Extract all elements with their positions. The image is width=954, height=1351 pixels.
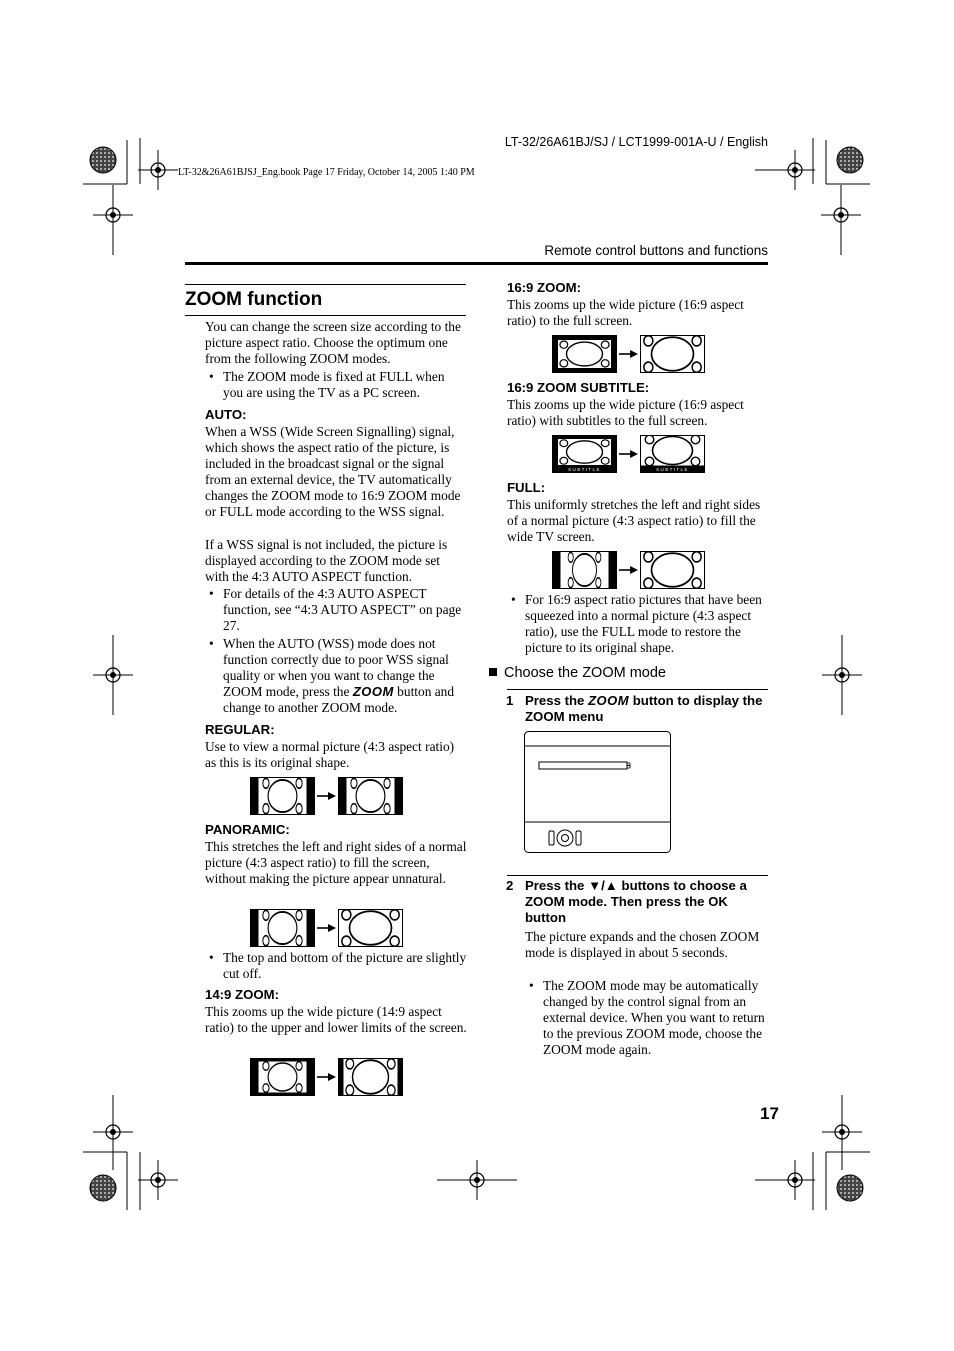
full-text: This uniformly stretches the left and right sides of a normal picture (4:3 aspect ratio) to fill the wide TV screen. (507, 497, 761, 545)
zoom149-heading: 14:9 ZOOM: (205, 987, 280, 1002)
model-number: LT-32/26A61BJ/SJ / LCT1999-001A-U / English (504, 135, 768, 149)
full-bullet: • For 16:9 aspect ratio pictures that have been squeezed into a normal picture (4:3 aspect ratio), use the FULL mode to restore the picture to its original shape. (525, 592, 769, 656)
book-info: LT-32&26A61BJSJ_Eng.book Page 17 Friday, October 14, 2005 1:40 PM (178, 167, 475, 178)
auto-heading: AUTO: (205, 407, 247, 422)
ok-key-label: OK (708, 894, 728, 910)
step-2-text: The picture expands and the chosen ZOOM mode is displayed in about 5 seconds. (525, 929, 760, 961)
panoramic-text: This stretches the left and right sides of a normal picture (4:3 aspect ratio) to fill the screen, without making the picture appear unnatural. (205, 839, 467, 887)
zoom149-diagram (250, 1058, 404, 1096)
intro-bullet: • The ZOOM mode is fixed at FULL when you are using the TV as a PC screen. (223, 369, 467, 401)
square-bullet-icon (489, 668, 497, 676)
zoom169-heading: 16:9 ZOOM: (507, 280, 582, 295)
zoom169sub-heading: 16:9 ZOOM SUBTITLE: (507, 380, 650, 395)
panoramic-bullet: • The top and bottom of the picture are slightly cut off. (223, 950, 467, 982)
subtitle-label: SUBTITLE (568, 467, 601, 472)
title-rule-bottom (185, 315, 466, 316)
dpad-icon (549, 830, 581, 846)
full-heading: FULL: (507, 480, 546, 495)
step-2: 2 Press the ▼/▲ buttons to choose a ZOOM mode. Then press the OK button (506, 878, 747, 926)
regular-text: Use to view a normal picture (4:3 aspect ratio) as this is its original shape. (205, 739, 455, 771)
zoom-key-label: ZOOM (352, 684, 394, 700)
step-2-bullet: • The ZOOM mode may be automatically changed by the control signal from an external device. When you want to return to the previous ZOOM mode, choose the ZOOM mode again. (543, 978, 769, 1058)
zoom149-text: This zooms up the wide picture (14:9 aspect ratio) to the upper and lower limits of the screen. (205, 1004, 467, 1036)
auto-bullet-1: • For details of the 4:3 AUTO ASPECT function, see “4:3 AUTO ASPECT” on page 27. (223, 586, 467, 634)
full-diagram (552, 551, 706, 589)
step-rule (507, 875, 768, 876)
intro-text: You can change the screen size according to the picture aspect ratio. Choose the optimum one from the following ZOOM modes. (205, 319, 461, 367)
auto-text-2: If a WSS signal is not included, the picture is displayed according to the ZOOM mode set with the 4:3 AUTO ASPECT function. (205, 537, 448, 585)
zoom169sub-diagram (552, 435, 706, 473)
step-1: 1 Press the ZOOM button to display the ZOOM menu (506, 693, 763, 725)
regular-diagram (250, 777, 404, 815)
down-up-arrow-icons: ▼/▲ (588, 878, 618, 893)
regular-heading: REGULAR: (205, 722, 275, 737)
auto-bullet-2: • When the AUTO (WSS) mode does not function correctly due to poor WSS signal quality or when you want to change the ZOOM mode, press the ZOOM button and change to another ZOOM mode. (223, 636, 467, 716)
zoom169sub-text: This zooms up the wide picture (16:9 aspect ratio) with subtitles to the full screen. (507, 397, 744, 429)
title-rule-top (185, 284, 466, 285)
panoramic-diagram (250, 909, 404, 947)
header-rule (185, 262, 768, 265)
section-title: Remote control buttons and functions (544, 243, 768, 258)
choose-heading: Choose the ZOOM mode (489, 665, 666, 681)
zoom-menu-illustration (524, 731, 672, 854)
page-number: 17 (760, 1104, 779, 1123)
zoom169-text: This zooms up the wide picture (16:9 aspect ratio) to the full screen. (507, 297, 744, 329)
subtitle-label: SUBTITLE (656, 467, 689, 472)
zoom169-diagram (552, 335, 706, 373)
zoom-key-label: ZOOM (588, 693, 630, 708)
panoramic-heading: PANORAMIC: (205, 822, 290, 837)
page-title: ZOOM function (185, 289, 323, 310)
auto-text-1: When a WSS (Wide Screen Signalling) signal, which shows the aspect ratio of the picture, is included in the broadcast signal or the signal from an external device, the TV automatically changes the ZOOM mode to 16:9 ZOOM mode or FULL mode according to the WSS signal. (205, 424, 461, 520)
choose-rule (507, 689, 768, 690)
